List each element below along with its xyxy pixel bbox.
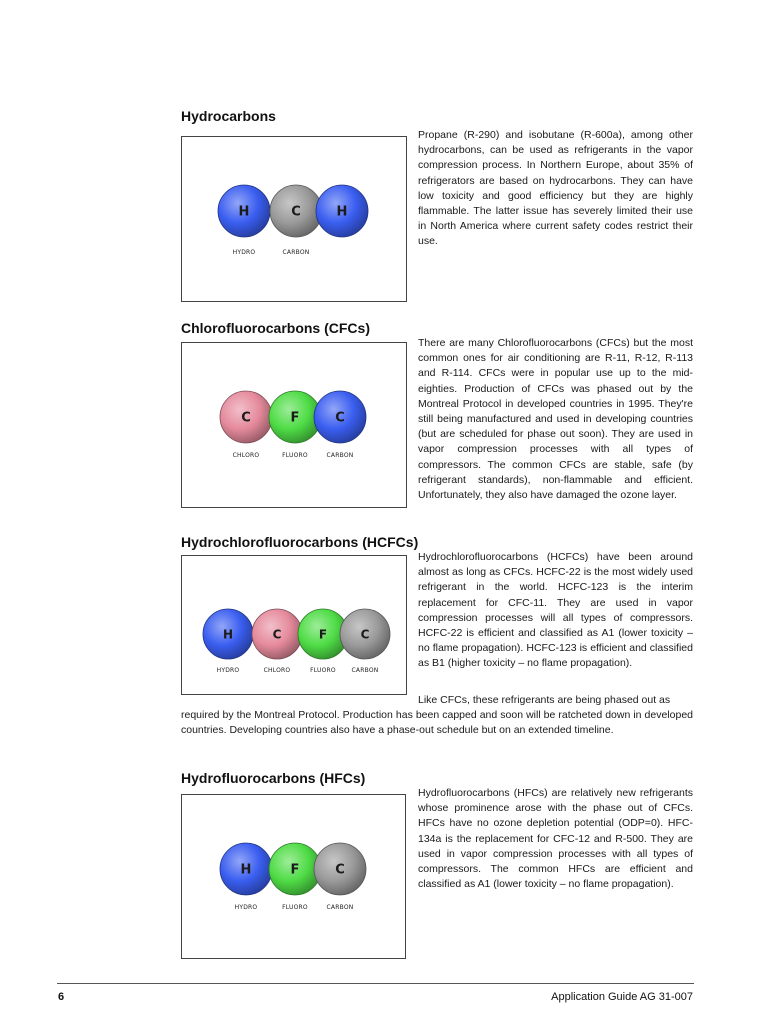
- atom-chloro: [220, 391, 272, 459]
- atom-letter: C: [272, 627, 282, 642]
- atom-carbon: [314, 843, 366, 911]
- atom-fluoro: [269, 843, 321, 911]
- atom-label: CHLORO: [232, 452, 260, 459]
- atom-fluoro: [298, 609, 348, 674]
- document-title: Application Guide AG 31-007: [551, 991, 693, 1003]
- molecule-diagram: [182, 795, 407, 960]
- hcfcs-paragraph-2-start: Like CFCs, these refrigerants are being phased out as: [418, 694, 671, 706]
- molecule-diagram: [182, 343, 408, 509]
- atom-hydro: [220, 843, 272, 911]
- molecule-diagram: [182, 556, 408, 696]
- cfcs-paragraph: There are many Chlorofluorocarbons (CFCs) but the most common ones for air conditioning are R-11, R-12, R-113 and R-114. CFCs were in popular use up to the mid-eighties. Production of CFCs was phased out by the Montreal Protocol in developed countries in 1995. They're still being manufactured and used in developing countries (but are scheduled for phase out soon). They are used in vapor compression processes with all types of compressors. The common CFCs are stable, safe (by refrigerant standards), non-flammable and efficient. Unfortunately, they also have damaged the ozone layer.: [418, 337, 693, 502]
- atom-carbon: [314, 391, 366, 459]
- atom-label: HYDRO: [234, 904, 258, 911]
- atom-chloro: [252, 609, 302, 674]
- atom-label: CHLORO: [263, 667, 291, 674]
- hydrocarbons-paragraph: Propane (R-290) and isobutane (R-600a), among other hydrocarbons, can be used as refrigerants in the vapor compression process. In Northern Europe, about 35% of refrigerators are based on hydrocarbons. They can have low toxicity and good efficiency but they are highly flammable. The latter issue has severely limited their use in North America where current safety codes restrict their use.: [418, 129, 693, 248]
- atom-label: CARBON: [282, 249, 310, 256]
- atom-hydro: [203, 609, 253, 674]
- hcfcs-paragraph-2-continued: required by the Montreal Protocol. Production has been capped and soon will be ratcheted down in developed countries. Developing countries also have a phase-out schedule but on an extended timeline.: [181, 709, 693, 737]
- atom-label: HYDRO: [216, 667, 240, 674]
- atom-label: FLUORO: [282, 904, 308, 911]
- section-heading-hcfcs: Hydrochlorofluorocarbons (HCFCs): [181, 534, 419, 550]
- section-heading-cfcs: Chlorofluorocarbons (CFCs): [181, 320, 370, 336]
- hcfcs-paragraph: Hydrochlorofluorocarbons (HCFCs) have been around almost as long as CFCs. HCFC-22 is the most widely used refrigerant in the world. HCFC-123 is the interim replacement for CFC-11. They are used in vapor compression processes will all types of compressors. HCFC-22 is efficient and classified as A1 (lower toxicity – no flame propagation). HCFC-123 is efficient and classified as B1 (higher toxicity – no flame propagation).: [418, 551, 693, 670]
- atom-hydro: [218, 185, 270, 256]
- atom-letter: C: [335, 862, 345, 878]
- figure-cfc-molecule: [181, 342, 407, 508]
- atom-carbon: [340, 609, 390, 674]
- section-heading-hydrocarbons: Hydrocarbons: [181, 108, 276, 124]
- atom-letter: H: [240, 862, 252, 878]
- atom-label: CARBON: [351, 667, 379, 674]
- figure-hcfc-molecule: [181, 555, 407, 695]
- molecule-diagram: [182, 137, 408, 303]
- atom-label: CARBON: [326, 904, 354, 911]
- atom-label: FLUORO: [282, 452, 308, 459]
- footer-divider: [57, 983, 694, 984]
- hfcs-paragraph: Hydrofluorocarbons (HFCs) are relatively new refrigerants whose prominence arose with the phase out of CFCs. HFCs have no ozone depletion potential (ODP=0). HFC-134a is the replacement for CFC-12 and R-500. They are used in vapor compression processes with all types of compressors. The common HFCs are efficient and classified as A1 (lower toxicity – no flame propagation).: [418, 787, 693, 891]
- atom-label: FLUORO: [310, 667, 336, 674]
- atom-letter: C: [360, 627, 370, 642]
- atom-carbon: [270, 185, 322, 256]
- atom-letter: H: [336, 204, 348, 220]
- atom-letter: F: [290, 410, 300, 426]
- figure-hydrocarbons-molecule: [181, 136, 407, 302]
- atom-label: CARBON: [326, 452, 354, 459]
- atom-letter: C: [291, 204, 301, 220]
- atom-letter: C: [241, 410, 251, 426]
- atom-label: HYDRO: [232, 249, 256, 256]
- atom-h: [316, 185, 368, 237]
- atom-fluoro: [269, 391, 321, 459]
- atom-letter: F: [290, 862, 300, 878]
- atom-letter: H: [222, 627, 234, 642]
- section-heading-hfcs: Hydrofluorocarbons (HFCs): [181, 770, 366, 786]
- figure-hfc-molecule: [181, 794, 406, 959]
- page-number: 6: [58, 991, 65, 1003]
- atom-letter: F: [318, 627, 328, 642]
- atom-letter: C: [335, 410, 345, 426]
- atom-letter: H: [238, 204, 250, 220]
